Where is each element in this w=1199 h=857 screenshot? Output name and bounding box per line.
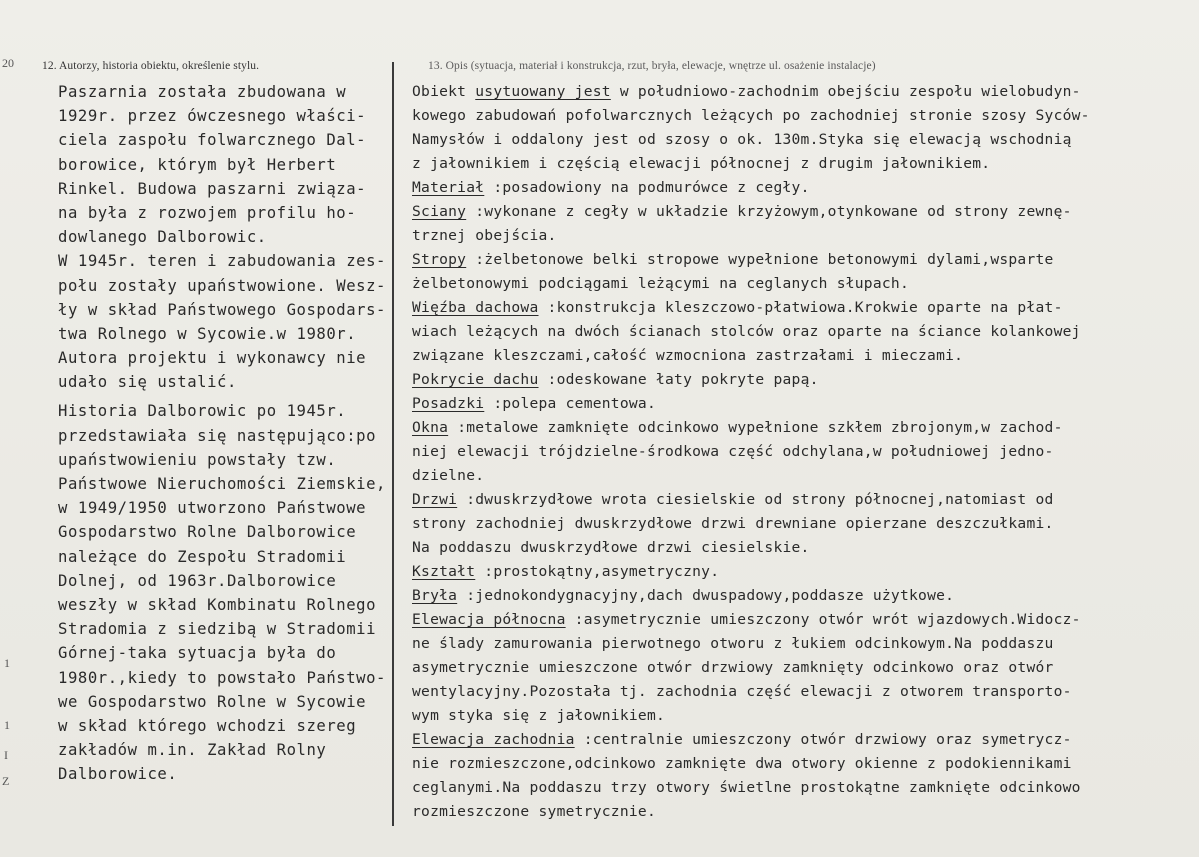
right-text-line: związane kleszczami,całość wzmocniona zastrzałami i mieczami. [412,347,964,364]
left-text-line: na była z rozwojem profilu ho- [58,203,357,222]
right-text-line: Sciany :wykonane z cegły w układzie krzyżowym,otynkowane od strony zewnę- [412,203,1072,220]
margin-mark-top: 20 [2,56,14,70]
left-text-line: Gospodarstwo Rolne Dalborowice [58,523,357,542]
right-text-line: Stropy :żelbetonowe belki stropowe wypełnione betonowymi dylami,wsparte [412,251,1054,268]
section-label: Okna [412,419,449,436]
left-section-header: 12. Autorzy, historia obiektu, określenie stylu. [42,60,260,72]
right-text-line: rozmieszczone symetrycznie. [412,803,656,820]
left-text-line: Stradomia z siedzibą w Stradomii [58,620,377,639]
left-text-line: Paszarnia została zbudowana w [58,83,347,101]
right-text-line: Materiał :posadowiony na podmurówce z cegły. [412,179,810,196]
left-text-line: Dalborowice. [58,765,178,784]
left-column-text [58,80,386,786]
left-text-line: 1929r. przez ówczesnego właści- [58,107,367,126]
left-text-line: borowice, którym był Herbert [58,155,337,174]
right-text-line: Kształt :prostokątny,asymetryczny. [412,563,720,580]
right-text-line: żelbetonowymi podciągami leżącymi na ceglanych słupach. [412,275,909,292]
left-text-line: zakładów m.in. Zakład Rolny [58,741,327,760]
left-text-line: ły w skład Państwowego Gospodars- [58,300,386,319]
right-section-header: 13. Opis (sytuacja, materiał i konstrukcja, rzut, bryła, elewacje, wnętrze ul. osażenie instalacje) [428,60,876,72]
margin-mark-1: 1 [4,656,10,670]
left-text-line: Rinkel. Budowa paszarni związa- [58,179,367,198]
left-text-line: należące do Zespołu Stradomii [58,547,347,566]
right-text-line: ne ślady zamurowania pierwotnego otworu z łukiem odcinkowym.Na poddaszu [412,635,1054,652]
left-text-line: Historia Dalborowic po 1945r. [58,402,347,421]
right-text-line: ceglanymi.Na poddaszu trzy otwory świetlne prostokątne zamknięte odcinkowo [412,779,1081,796]
left-text-line: przedstawiała się następująco:po [58,426,377,445]
left-text-line: Państwowe Nieruchomości Ziemskie, [58,475,386,493]
right-text-line: trznej obejścia. [412,227,557,244]
left-text-line: weszły w skład Kombinatu Rolnego [58,595,377,614]
left-text-line: dowlanego Dalborowic. [58,228,267,247]
right-text-line: Pokrycie dachu :odeskowane łaty pokryte papą. [412,371,819,388]
right-text-line: wentylacyjny.Pozostała tj. zachodnia część elewacji z otworem transporto- [412,683,1072,700]
section-label: Sciany [412,203,467,220]
right-text-line: Elewacja północna :asymetrycznie umieszczony otwór wrót wjazdowych.Widocz- [412,611,1081,628]
right-text-line: Namysłów i oddalony jest od szosy o ok. 130m.Styka się elewacją wschodnią [412,131,1072,148]
left-text-line: Autora projektu i wykonawcy nie [58,349,367,368]
left-text-line: w 1949/1950 utworzono Państwowe [58,499,367,518]
right-text-line: wiach leżących na dwóch ścianach stolców oraz oparte na ściance kolankowej [412,323,1081,340]
section-label: Drzwi [412,491,458,508]
right-column-text [412,80,1090,824]
left-text-line: Dolnej, od 1963r.Dalborowice [58,571,337,590]
left-text-line: udało się ustalić. [58,373,237,392]
right-text-line: Okna :metalowe zamknięte odcinkowo wypełnione szkłem zbrojonym,w zachod- [412,419,1063,436]
underlined-term: usytuowany jest [475,83,611,100]
left-text-line: połu zostały upaństwowione. Wesz- [58,276,386,295]
section-label: Stropy [412,251,467,268]
right-text-line: z jałownikiem i częścią elewacji północnej z drugim jałownikiem. [412,155,991,172]
section-label: Elewacja północna [412,611,566,628]
right-text-line: nie rozmieszczone,odcinkowo zamknięte dwa otwory okienne z podokiennikami [412,755,1072,772]
right-text-line: wym styka się z jałownikiem. [412,707,666,724]
left-text-line: w skład którego wchodzi szereg [58,716,357,735]
left-text-line: twa Rolnego w Sycowie.w 1980r. [58,324,357,343]
column-divider [392,62,394,826]
margin-mark-3: I [4,748,8,762]
right-text-line: Więźba dachowa :konstrukcja kleszczowo-płatwiowa.Krokwie oparte na płat- [412,299,1063,316]
section-label: Bryła [412,587,458,604]
right-text-line: Na poddaszu dwuskrzydłowe drzwi ciesielskie. [412,539,810,556]
section-label: Materiał [412,179,485,196]
right-text-line: Elewacja zachodnia :centralnie umieszczony otwór drzwiowy oraz symetrycz- [412,731,1072,748]
right-text-line: Drzwi :dwuskrzydłowe wrota ciesielskie od strony północnej,natomiast od [412,491,1054,508]
right-text-line: niej elewacji trójdzielne-środkowa część odchylana,w południowej jedno- [412,443,1054,460]
right-text-line: dzielne. [412,467,485,484]
right-text-line: asymetrycznie umieszczone otwór drzwiowy zamknięty odcinkowo oraz otwór [412,659,1054,676]
right-text-line: Posadzki :polepa cementowa. [412,395,656,412]
right-text-line: Bryła :jednokondygnacyjny,dach dwuspadowy,poddasze użytkowe. [412,587,955,604]
section-label: Pokrycie dachu [412,371,539,388]
margin-mark-4: Z [2,774,10,788]
section-label: Kształt [412,563,476,580]
left-text-line: we Gospodarstwo Rolne w Sycowie [58,692,367,711]
right-text-line: Obiekt usytuowany jest w południowo-zachodnim obejściu zespołu wielobudyn- [412,83,1081,100]
right-text-line: strony zachodniej dwuskrzydłowe drzwi drewniane opierzane deszczułkami. [412,515,1054,532]
left-text-line: W 1945r. teren i zabudowania zes- [58,252,386,271]
left-text-line: 1980r.,kiedy to powstało Państwo- [58,668,386,687]
left-text-line: ciela zaspołu folwarcznego Dal- [58,131,367,150]
section-label: Posadzki [412,395,485,412]
section-label: Więźba dachowa [412,299,539,316]
section-label: Elewacja zachodnia [412,731,575,748]
left-text-line: Górnej-taka sytuacja była do [58,644,337,663]
margin-mark-2: 1 [4,718,10,732]
right-text-line: kowego zabudowań pofolwarcznych leżących po zachodniej stronie szosy Syców- [412,107,1090,124]
left-text-line: upaństwowieniu powstały tzw. [58,450,337,469]
